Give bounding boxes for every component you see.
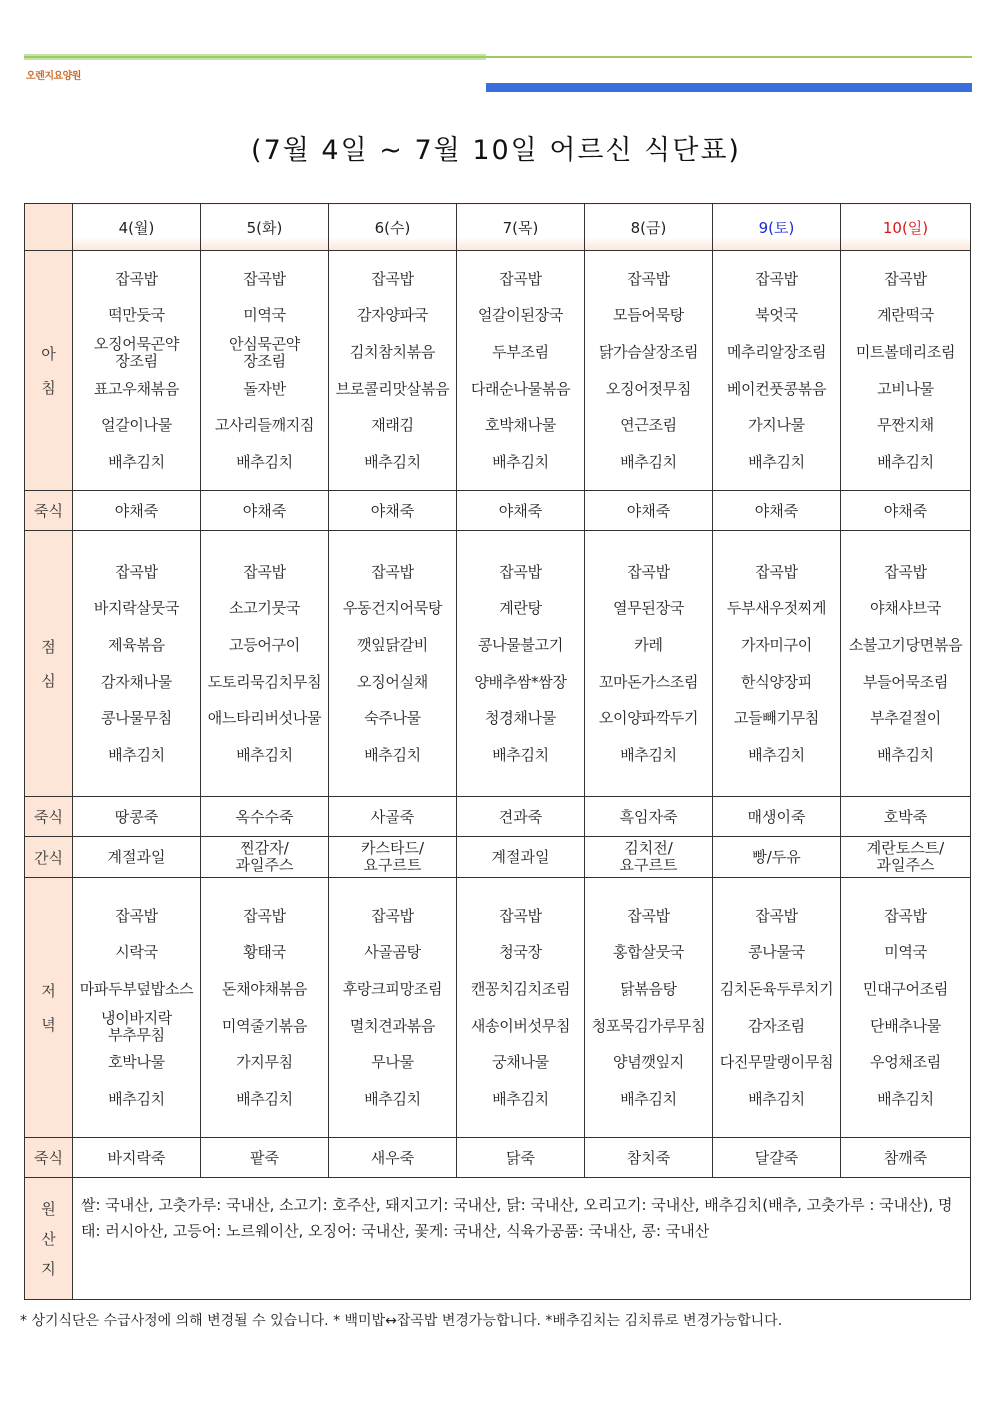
menu-item: 소불고기당면볶음 bbox=[848, 635, 963, 654]
menu-item: 재래김 bbox=[371, 416, 414, 435]
meal-label-lunch: 점 심 bbox=[25, 531, 73, 797]
menu-item: 냉이바지락 부추무침 bbox=[101, 1008, 172, 1044]
menu-item: 계란떡국 bbox=[877, 306, 934, 325]
menu-cell bbox=[841, 251, 971, 491]
menu-item: 후랑크피망조림 bbox=[342, 979, 443, 998]
menu-item: 잡곡밥 bbox=[499, 906, 542, 925]
menu-cell bbox=[457, 531, 585, 797]
menu-item: 배추김치 bbox=[748, 1089, 805, 1108]
menu-cell bbox=[585, 878, 713, 1138]
menu-item: 마파두부덮밥소스 bbox=[79, 979, 194, 998]
menu-item: 야채샤브국 bbox=[870, 599, 941, 618]
porridge-cell: 야채죽 bbox=[201, 491, 329, 531]
porridge-cell: 야채죽 bbox=[457, 491, 585, 531]
menu-item: 배추김치 bbox=[877, 452, 934, 471]
page-title: (7월 4일 ~ 7월 10일 어르신 식단표) bbox=[251, 135, 741, 166]
menu-item: 황태국 bbox=[243, 943, 286, 962]
menu-item: 멸치견과볶음 bbox=[349, 1016, 436, 1035]
menu-item-list bbox=[713, 554, 840, 774]
menu-item: 콩나물불고기 bbox=[477, 635, 564, 654]
menu-item: 단배추나물 bbox=[870, 1016, 941, 1035]
menu-item: 가자미구이 bbox=[741, 635, 812, 654]
menu-item: 잡곡밥 bbox=[884, 269, 927, 288]
dinner-porridge-row bbox=[25, 1138, 971, 1178]
menu-item: 오징어젓무침 bbox=[605, 379, 692, 398]
day-header: 8(금) bbox=[585, 204, 713, 251]
menu-item: 메추리알장조림 bbox=[726, 342, 827, 361]
menu-item: 한식양장피 bbox=[741, 672, 812, 691]
breakfast-row bbox=[25, 251, 971, 491]
porridge-cell: 참치죽 bbox=[585, 1138, 713, 1178]
menu-cell bbox=[73, 251, 201, 491]
menu-item: 가지나물 bbox=[748, 416, 805, 435]
day-header: 7(목) bbox=[457, 204, 585, 251]
snack-cell: 계란토스트/ 과일주스 bbox=[841, 837, 971, 878]
menu-item: 미역국 bbox=[884, 943, 927, 962]
menu-item: 배추김치 bbox=[364, 452, 421, 471]
menu-item: 배추김치 bbox=[492, 1089, 549, 1108]
menu-item-list bbox=[841, 898, 970, 1118]
menu-item: 잡곡밥 bbox=[243, 906, 286, 925]
menu-item: 배추김치 bbox=[877, 745, 934, 764]
menu-item: 양배추쌈*쌈장 bbox=[474, 672, 567, 691]
menu-item: 미역국 bbox=[243, 306, 286, 325]
porridge-cell: 야채죽 bbox=[73, 491, 201, 531]
menu-cell bbox=[457, 251, 585, 491]
menu-item: 호박채나물 bbox=[485, 416, 556, 435]
menu-item: 청경채나물 bbox=[485, 709, 556, 728]
snack-cell: 카스타드/ 요구르트 bbox=[329, 837, 457, 878]
porridge-cell: 사골죽 bbox=[329, 797, 457, 837]
menu-item: 감자양파국 bbox=[357, 306, 428, 325]
menu-item: 감자채나물 bbox=[101, 672, 172, 691]
menu-item: 잡곡밥 bbox=[499, 562, 542, 581]
menu-item: 김치돈육두루치기 bbox=[719, 979, 834, 998]
menu-item: 잡곡밥 bbox=[371, 269, 414, 288]
menu-item-list bbox=[457, 554, 584, 774]
menu-item: 배추김치 bbox=[108, 1089, 165, 1108]
menu-item: 배추김치 bbox=[492, 745, 549, 764]
menu-item: 브로콜리맛살볶음 bbox=[335, 379, 450, 398]
corner-cell bbox=[25, 204, 73, 251]
day-header-row bbox=[25, 204, 971, 251]
menu-item-list bbox=[841, 261, 970, 481]
menu-item: 두부새우젓찌게 bbox=[726, 599, 827, 618]
menu-item: 깻잎닭갈비 bbox=[357, 635, 428, 654]
menu-item: 고들빼기무침 bbox=[733, 709, 820, 728]
menu-item: 제육볶음 bbox=[108, 635, 165, 654]
menu-cell bbox=[841, 878, 971, 1138]
menu-item: 미역줄기볶음 bbox=[221, 1016, 308, 1035]
lunch-porridge-row bbox=[25, 797, 971, 837]
menu-item: 오이양파깍두기 bbox=[598, 709, 699, 728]
menu-cell bbox=[713, 531, 841, 797]
menu-cell bbox=[73, 878, 201, 1138]
menu-item: 잡곡밥 bbox=[243, 562, 286, 581]
menu-item: 배추김치 bbox=[236, 745, 293, 764]
menu-item: 배추김치 bbox=[108, 452, 165, 471]
menu-table bbox=[24, 203, 971, 1300]
menu-cell bbox=[713, 251, 841, 491]
menu-item: 돌자반 bbox=[243, 379, 286, 398]
porridge-cell: 팥죽 bbox=[201, 1138, 329, 1178]
menu-item-list bbox=[713, 898, 840, 1118]
menu-item: 잡곡밥 bbox=[371, 562, 414, 581]
origin-text: 쌀: 국내산, 고춧가루: 국내산, 소고기: 호주산, 돼지고기: 국내산, 닭: 국내산, 오리고기: 국내산, 배추김치(배추, 고춧가루 : 국내산), 명태: 러시아산, 고등어: 노르웨이산, 오징어: 국내산, 꽃게: 국내산, 식육가공품: 국내산, 콩: 국내산 bbox=[73, 1178, 971, 1300]
menu-item: 잡곡밥 bbox=[115, 269, 158, 288]
menu-item: 오징어묵곤약 장조림 bbox=[93, 334, 180, 370]
menu-item-list bbox=[73, 898, 200, 1118]
menu-item: 잡곡밥 bbox=[755, 906, 798, 925]
porridge-cell: 매생이죽 bbox=[713, 797, 841, 837]
menu-item: 돈채야채볶음 bbox=[221, 979, 308, 998]
menu-item: 고비나물 bbox=[877, 379, 934, 398]
menu-item: 부추겉절이 bbox=[870, 709, 941, 728]
menu-item: 콩나물무침 bbox=[101, 709, 172, 728]
menu-item: 모듬어묵탕 bbox=[613, 306, 684, 325]
menu-cell bbox=[713, 878, 841, 1138]
menu-item: 잡곡밥 bbox=[115, 562, 158, 581]
header-bar-blue bbox=[486, 83, 972, 92]
menu-item-list bbox=[457, 898, 584, 1118]
menu-cell bbox=[457, 878, 585, 1138]
menu-item: 애느타리버섯나물 bbox=[207, 709, 322, 728]
menu-item: 무나물 bbox=[371, 1053, 414, 1072]
menu-item: 떡만둣국 bbox=[108, 306, 165, 325]
origin-label: 원 산 지 bbox=[25, 1178, 73, 1300]
menu-item: 잡곡밥 bbox=[243, 269, 286, 288]
porridge-cell: 야채죽 bbox=[585, 491, 713, 531]
porridge-cell: 견과죽 bbox=[457, 797, 585, 837]
snack-cell: 김치전/ 요구르트 bbox=[585, 837, 713, 878]
origin-row bbox=[25, 1178, 971, 1300]
porridge-cell: 야채죽 bbox=[713, 491, 841, 531]
porridge-cell: 참깨죽 bbox=[841, 1138, 971, 1178]
menu-item: 캔꽁치김치조림 bbox=[470, 979, 571, 998]
menu-item: 얼갈이된장국 bbox=[477, 306, 564, 325]
menu-cell bbox=[329, 878, 457, 1138]
menu-item: 소고기뭇국 bbox=[229, 599, 300, 618]
menu-item: 잡곡밥 bbox=[115, 906, 158, 925]
porridge-cell: 새우죽 bbox=[329, 1138, 457, 1178]
menu-cell bbox=[585, 531, 713, 797]
menu-item: 연근조림 bbox=[620, 416, 677, 435]
menu-item-list bbox=[585, 554, 712, 774]
menu-item-list bbox=[329, 898, 456, 1118]
menu-item: 베이컨풋콩볶음 bbox=[726, 379, 827, 398]
porridge-label: 죽식 bbox=[25, 491, 73, 531]
menu-item: 배추김치 bbox=[620, 745, 677, 764]
menu-item: 배추김치 bbox=[364, 1089, 421, 1108]
menu-item: 배추김치 bbox=[748, 452, 805, 471]
org-name: 오렌지요양원 bbox=[26, 71, 81, 82]
porridge-cell: 닭죽 bbox=[457, 1138, 585, 1178]
menu-item: 카레 bbox=[634, 635, 663, 654]
porridge-cell: 야채죽 bbox=[841, 491, 971, 531]
lunch-row bbox=[25, 531, 971, 797]
snack-cell: 빵/두유 bbox=[713, 837, 841, 878]
menu-item: 청포묵김가루무침 bbox=[591, 1016, 706, 1035]
menu-item: 닭가슴살장조림 bbox=[598, 342, 699, 361]
menu-cell bbox=[329, 251, 457, 491]
porridge-cell: 호박죽 bbox=[841, 797, 971, 837]
menu-item: 배추김치 bbox=[236, 1089, 293, 1108]
menu-item: 청국장 bbox=[499, 943, 542, 962]
menu-item: 다래순나물볶음 bbox=[470, 379, 571, 398]
menu-item: 닭볶음탕 bbox=[620, 979, 677, 998]
menu-item: 김치참치볶음 bbox=[349, 342, 436, 361]
breakfast-porridge-row bbox=[25, 491, 971, 531]
snack-label: 간식 bbox=[25, 837, 73, 878]
menu-item: 새송이버섯무침 bbox=[470, 1016, 571, 1035]
day-header-sunday: 10(일) bbox=[841, 204, 971, 251]
porridge-cell: 흑임자죽 bbox=[585, 797, 713, 837]
menu-item: 두부조림 bbox=[492, 342, 549, 361]
menu-item-list bbox=[73, 261, 200, 481]
menu-item-list bbox=[201, 261, 328, 481]
menu-item: 무짠지채 bbox=[877, 416, 934, 435]
menu-item: 호박나물 bbox=[108, 1053, 165, 1072]
menu-item: 배추김치 bbox=[620, 1089, 677, 1108]
menu-item: 고사리들깨지짐 bbox=[214, 416, 315, 435]
porridge-label: 죽식 bbox=[25, 797, 73, 837]
menu-item: 부들어묵조림 bbox=[862, 672, 949, 691]
menu-item-list bbox=[73, 554, 200, 774]
menu-cell bbox=[73, 531, 201, 797]
day-header: 5(화) bbox=[201, 204, 329, 251]
menu-item: 우동건지어묵탕 bbox=[342, 599, 443, 618]
menu-item: 잡곡밥 bbox=[884, 562, 927, 581]
menu-item: 잡곡밥 bbox=[755, 562, 798, 581]
porridge-cell: 바지락죽 bbox=[73, 1138, 201, 1178]
menu-item: 계란탕 bbox=[499, 599, 542, 618]
menu-item: 양념깻잎지 bbox=[613, 1053, 684, 1072]
menu-item: 숙주나물 bbox=[364, 709, 421, 728]
menu-item: 꼬마돈가스조림 bbox=[598, 672, 699, 691]
menu-item: 다진무말랭이무침 bbox=[719, 1053, 834, 1072]
meal-label-breakfast: 아 침 bbox=[25, 251, 73, 491]
menu-item: 잡곡밥 bbox=[499, 269, 542, 288]
menu-item: 북엇국 bbox=[755, 306, 798, 325]
menu-item: 열무된장국 bbox=[613, 599, 684, 618]
menu-item: 잡곡밥 bbox=[627, 906, 670, 925]
menu-item: 바지락살뭇국 bbox=[93, 599, 180, 618]
menu-item: 잡곡밥 bbox=[884, 906, 927, 925]
menu-item: 배추김치 bbox=[492, 452, 549, 471]
menu-item: 안심묵곤약 장조림 bbox=[229, 334, 300, 370]
day-header: 4(월) bbox=[73, 204, 201, 251]
menu-item-list bbox=[329, 261, 456, 481]
menu-cell bbox=[329, 531, 457, 797]
menu-cell bbox=[841, 531, 971, 797]
menu-item-list bbox=[457, 261, 584, 481]
meal-label-dinner: 저 녁 bbox=[25, 878, 73, 1138]
menu-item: 홍합살뭇국 bbox=[613, 943, 684, 962]
menu-item: 시락국 bbox=[115, 943, 158, 962]
menu-item: 오징어실채 bbox=[357, 672, 428, 691]
menu-cell bbox=[201, 531, 329, 797]
menu-item: 콩나물국 bbox=[748, 943, 805, 962]
menu-item: 배추김치 bbox=[748, 745, 805, 764]
menu-item-list bbox=[585, 898, 712, 1118]
menu-item: 배추김치 bbox=[877, 1089, 934, 1108]
snack-cell: 계절과일 bbox=[457, 837, 585, 878]
porridge-cell: 옥수수죽 bbox=[201, 797, 329, 837]
header-line-green bbox=[24, 56, 972, 58]
menu-item: 우엉채조림 bbox=[870, 1053, 941, 1072]
day-header-saturday: 9(토) bbox=[713, 204, 841, 251]
menu-item: 감자조림 bbox=[748, 1016, 805, 1035]
snack-cell: 계절과일 bbox=[73, 837, 201, 878]
snack-row bbox=[25, 837, 971, 878]
menu-item-list bbox=[201, 554, 328, 774]
menu-item: 궁채나물 bbox=[492, 1053, 549, 1072]
menu-item-list bbox=[329, 554, 456, 774]
snack-cell: 찐감자/ 과일주스 bbox=[201, 837, 329, 878]
menu-item: 배추김치 bbox=[236, 452, 293, 471]
menu-item: 고등어구이 bbox=[229, 635, 300, 654]
footnote: * 상기식단은 수급사정에 의해 변경될 수 있습니다. * 백미밥↔잡곡밥 변경가능합니다. *배추김치는 김치류로 변경가능합니다. bbox=[20, 1313, 783, 1329]
menu-item: 미트볼데리조림 bbox=[855, 342, 956, 361]
menu-cell bbox=[201, 878, 329, 1138]
dinner-row bbox=[25, 878, 971, 1138]
menu-item-list bbox=[201, 898, 328, 1118]
menu-cell bbox=[201, 251, 329, 491]
menu-item: 얼갈이나물 bbox=[101, 416, 172, 435]
menu-item: 잡곡밥 bbox=[627, 269, 670, 288]
menu-item: 도토리묵김치무침 bbox=[207, 672, 322, 691]
menu-item: 사골곰탕 bbox=[364, 943, 421, 962]
menu-item-list bbox=[841, 554, 970, 774]
menu-item: 잡곡밥 bbox=[371, 906, 414, 925]
menu-cell bbox=[585, 251, 713, 491]
porridge-cell: 땅콩죽 bbox=[73, 797, 201, 837]
menu-item: 민대구어조림 bbox=[862, 979, 949, 998]
menu-item: 배추김치 bbox=[108, 745, 165, 764]
menu-item: 표고우채볶음 bbox=[93, 379, 180, 398]
porridge-cell: 달걀죽 bbox=[713, 1138, 841, 1178]
menu-item: 잡곡밥 bbox=[627, 562, 670, 581]
menu-item: 배추김치 bbox=[620, 452, 677, 471]
menu-item-list bbox=[585, 261, 712, 481]
day-header: 6(수) bbox=[329, 204, 457, 251]
menu-item: 잡곡밥 bbox=[755, 269, 798, 288]
menu-item-list bbox=[713, 261, 840, 481]
menu-item: 배추김치 bbox=[364, 745, 421, 764]
porridge-label: 죽식 bbox=[25, 1138, 73, 1178]
menu-item: 가지무침 bbox=[236, 1053, 293, 1072]
porridge-cell: 야채죽 bbox=[329, 491, 457, 531]
